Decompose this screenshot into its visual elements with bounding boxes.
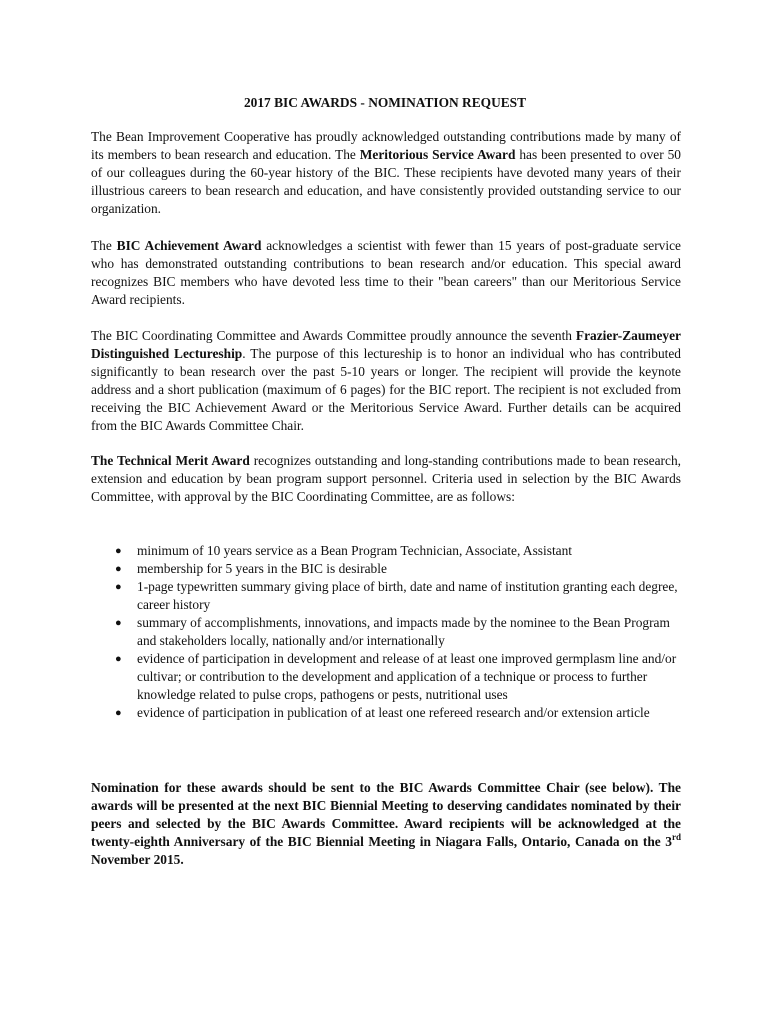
paragraph-text: Nomination for these awards should be sent to the BIC Awards Committee Chair (see below). The awards will be presented at the next BIC Biennial Meeting to deserving candidates nominated by their peers and selected by the BIC Awards Committee. Award recipients will be acknowledged at the twenty-eighth Anniversary of the BIC Biennial Meeting in Niagara Falls, Ontario, Canada on the 3 xyxy=(91,780,681,849)
list-item xyxy=(91,560,681,578)
paragraph-text: has been presented to over 50 of our colleagues during the 60-year history of the BIC. These recipients have devoted many years of their illustrious careers to bean research and education, and have consistently provided outstanding service to our organization. xyxy=(91,147,681,216)
bullet-icon: ● xyxy=(115,617,122,629)
list-item xyxy=(91,704,681,722)
list-item-text: minimum of 10 years service as a Bean Program Technician, Associate, Assistant xyxy=(137,543,573,558)
paragraph-meritorious-service xyxy=(91,128,681,218)
award-name-meritorious: Meritorious Service Award xyxy=(359,147,516,162)
paragraph-text: recognizes outstanding and long-standing contributions made to bean research, extension and education by bean program support personnel. Criteria used in selection by the BIC Awards Committee, with approval by the BIC Coordinating Committee, are as follows: xyxy=(91,453,681,504)
ordinal-suffix: rd xyxy=(672,832,681,842)
list-item xyxy=(91,578,681,614)
paragraph-text: The Bean Improvement Cooperative has proudly acknowledged outstanding contributions made by many of its members to bean research and education. The xyxy=(91,129,681,162)
paragraph-technical-merit xyxy=(91,452,681,506)
list-item-text: evidence of participation in development and release of at least one improved germplasm line and/or cultivar; or contribution to the development and application of a technique or process to further knowledge related to pulse crops, pathogens or pests, nutritional uses xyxy=(137,651,677,702)
bullet-icon: ● xyxy=(115,545,122,557)
document-title: 2017 BIC AWARDS - NOMINATION REQUEST xyxy=(243,95,527,110)
list-item-text: summary of accomplishments, innovations, and impacts made by the nominee to the Bean Program and stakeholders locally, nationally and/or internationally xyxy=(137,615,670,648)
criteria-list xyxy=(91,542,681,722)
bullet-icon: ● xyxy=(115,581,122,593)
paragraph-text: acknowledges a scientist with fewer than 15 years of post-graduate service who has demonstrated outstanding contributions to bean research and/or education. This special award recognizes BIC members who have devoted less time to their "bean careers" than our Meritorious Service Award recipients. xyxy=(91,238,681,307)
bullet-icon: ● xyxy=(115,707,122,719)
list-item xyxy=(91,650,681,704)
list-item-text: evidence of participation in publication of at least one refereed research and/or extension article xyxy=(137,705,650,720)
award-name-technical-merit: The Technical Merit Award xyxy=(91,453,250,468)
paragraph-text: The xyxy=(91,238,117,253)
list-item-text: 1-page typewritten summary giving place of birth, date and name of institution granting each degree, career history xyxy=(137,579,678,612)
paragraph-text: November 2015. xyxy=(91,852,184,867)
bullet-icon: ● xyxy=(115,653,122,665)
paragraph-achievement-award xyxy=(91,237,681,309)
award-name-achievement: BIC Achievement Award xyxy=(116,238,262,253)
paragraph-lectureship xyxy=(91,327,681,435)
bullet-icon: ● xyxy=(115,563,122,575)
paragraph-text: The BIC Coordinating Committee and Awards Committee proudly announce the seventh xyxy=(91,328,576,343)
list-item-text: membership for 5 years in the BIC is desirable xyxy=(137,561,387,576)
paragraph-nomination-instructions xyxy=(91,779,681,869)
list-item xyxy=(91,614,681,650)
paragraph-text: . The purpose of this lectureship is to honor an individual who has contributed significantly to bean research over the past 5-10 years or longer. The recipient will provide the keynote address and a short publication (maximum of 6 pages) for the BIC report. The recipient is not excluded from receiving the BIC Achievement Award or the Meritorious Service Award. Further details can be acquired from the BIC Awards Committee Chair. xyxy=(91,346,681,433)
award-name-lectureship: Frazier-Zaumeyer Distinguished Lectureship xyxy=(91,328,681,361)
list-item xyxy=(91,542,681,560)
